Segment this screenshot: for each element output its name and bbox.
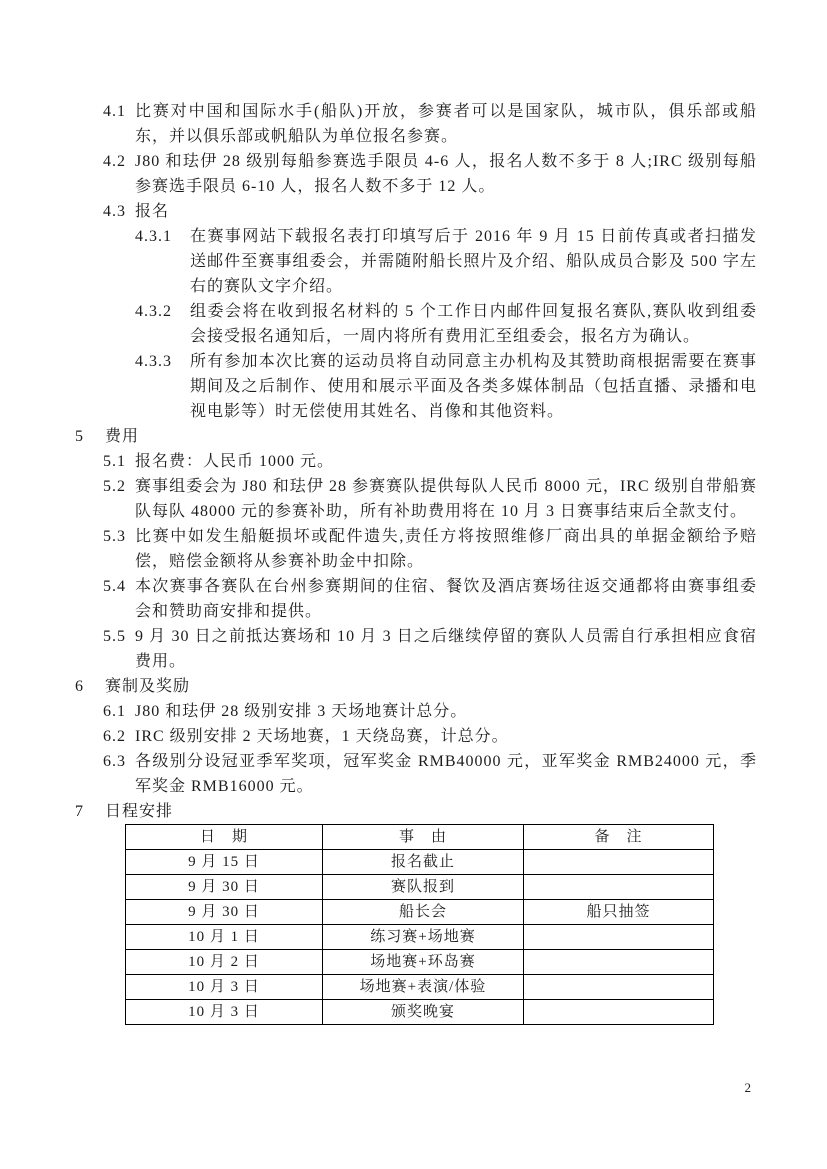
schedule-event-cell: 场地赛+表演/体验 [323,975,524,1000]
schedule-header-date: 日 期 [126,825,323,850]
clause-text: 本次赛事各赛队在台州参赛期间的住宿、餐饮及酒店赛场往返交通都将由赛事组委会和赞助商安排和提供。 [135,578,757,620]
clause-4-3-2 [135,299,757,349]
clause-number: 5.3 [103,528,126,545]
clause-number: 5.2 [103,478,126,495]
section-6-heading [75,674,757,699]
clause-text: 赛事组委会为 J80 和珐伊 28 参赛赛队提供每队人民币 8000 元，IRC 级别自带船赛队每队 48000 元的参赛补助，所有补助费用将在 10 月 3 日赛事结束后全款支付。 [135,478,757,520]
section-7-heading [75,799,757,824]
clause-text: 在赛事网站下载报名表打印填写后于 2016 年 9 月 15 日前传真或者扫描发送邮件至赛事组委会，并需随附船长照片及介绍、船队成员合影及 500 字左右的赛队文字介绍。 [190,228,757,295]
schedule-date-cell: 10 月 3 日 [126,975,323,1000]
clause-text: 9 月 30 日之前抵达赛场和 10 月 3 日之后继续停留的赛队人员需自行承担相应食宿费用。 [135,628,757,670]
clause-text: 比赛对中国和国际水手(船队)开放，参赛者可以是国家队，城市队，俱乐部或船东，并以俱乐部或帆船队为单位报名参赛。 [135,103,757,145]
clause-number: 4.3.2 [135,303,172,320]
clause-5-2 [103,474,757,524]
clause-5-4 [103,574,757,624]
schedule-header-row [126,825,714,850]
schedule-row [126,875,714,900]
section-title: 日程安排 [105,803,174,820]
schedule-note-cell: 船只抽签 [524,900,714,925]
schedule-event-cell: 赛队报到 [323,875,524,900]
clause-6-3 [103,749,757,799]
schedule-event-cell: 场地赛+环岛赛 [323,950,524,975]
clause-4-3-3 [135,349,757,424]
clause-number: 6.2 [103,728,126,745]
clause-text: 组委会将在收到报名材料的 5 个工作日内邮件回复报名赛队,赛队收到组委会接受报名通知后，一周内将所有费用汇至组委会，报名方为确认。 [190,303,757,345]
clause-number: 4.3.1 [135,228,172,245]
schedule-row [126,900,714,925]
schedule-date-cell: 10 月 3 日 [126,1000,323,1025]
schedule-event-cell: 颁奖晚宴 [323,1000,524,1025]
schedule-event-cell: 报名截止 [323,850,524,875]
clause-text: J80 和珐伊 28 级别安排 3 天场地赛计总分。 [135,703,468,720]
clause-text: 所有参加本次比赛的运动员将自动同意主办机构及其赞助商根据需要在赛事期间及之后制作、使用和展示平面及各类多媒体制品（包括直播、录播和电视电影等）时无偿使用其姓名、肖像和其他资料。 [190,353,757,420]
clause-number: 6.3 [103,753,126,770]
schedule-date-cell: 9 月 30 日 [126,900,323,925]
schedule-note-cell [524,925,714,950]
clause-5-5 [103,624,757,674]
clause-number: 5.4 [103,578,126,595]
schedule-note-cell [524,875,714,900]
schedule-event-cell: 船长会 [323,900,524,925]
schedule-row [126,850,714,875]
schedule-table [125,824,714,1025]
clause-text: 报名 [135,203,170,220]
clause-number: 5.1 [103,453,126,470]
schedule-date-cell: 10 月 1 日 [126,925,323,950]
clause-number: 4.3 [103,203,126,220]
section-number: 5 [75,428,84,445]
clause-5-1 [103,449,757,474]
clause-4-1 [103,99,757,149]
clause-text: 报名费：人民币 1000 元。 [135,453,335,470]
clause-4-3 [103,199,757,224]
clause-number: 5.5 [103,628,126,645]
clause-text: J80 和珐伊 28 级别每船参赛选手限员 4-6 人，报名人数不多于 8 人;IRC 级别每船参赛选手限员 6-10 人，报名人数不多于 12 人。 [135,153,757,195]
clause-4-2 [103,149,757,199]
clause-6-2 [103,724,757,749]
schedule-row [126,950,714,975]
schedule-row [126,1000,714,1025]
section-number: 7 [75,803,84,820]
clause-number: 4.3.3 [135,353,172,370]
clause-text: 比赛中如发生船艇损坏或配件遗失,责任方将按照维修厂商出具的单据金额给予赔偿，赔偿金额将从参赛补助金中扣除。 [135,528,757,570]
clause-number: 4.1 [103,103,126,120]
clause-6-1 [103,699,757,724]
section-number: 6 [75,678,84,695]
document-body [75,99,757,1025]
section-title: 赛制及奖励 [105,678,191,695]
schedule-note-cell [524,950,714,975]
clause-number: 4.2 [103,153,126,170]
clause-text: 各级别分设冠亚季军奖项，冠军奖金 RMB40000 元，亚军奖金 RMB24000 元，季军奖金 RMB16000 元。 [135,753,757,795]
schedule-header-note: 备 注 [524,825,714,850]
schedule-header-event: 事 由 [323,825,524,850]
schedule-note-cell [524,1000,714,1025]
schedule-event-cell: 练习赛+场地赛 [323,925,524,950]
page-number: 2 [744,1080,751,1095]
section-title: 费用 [105,428,140,445]
clause-4-3-1 [135,224,757,299]
schedule-note-cell [524,975,714,1000]
schedule-note-cell [524,850,714,875]
clause-5-3 [103,524,757,574]
schedule-row [126,925,714,950]
schedule-date-cell: 9 月 15 日 [126,850,323,875]
clause-number: 6.1 [103,703,126,720]
clause-text: IRC 级别安排 2 天场地赛，1 天绕岛赛，计总分。 [135,728,509,745]
schedule-date-cell: 9 月 30 日 [126,875,323,900]
section-5-heading [75,424,757,449]
schedule-row [126,975,714,1000]
schedule-date-cell: 10 月 2 日 [126,950,323,975]
